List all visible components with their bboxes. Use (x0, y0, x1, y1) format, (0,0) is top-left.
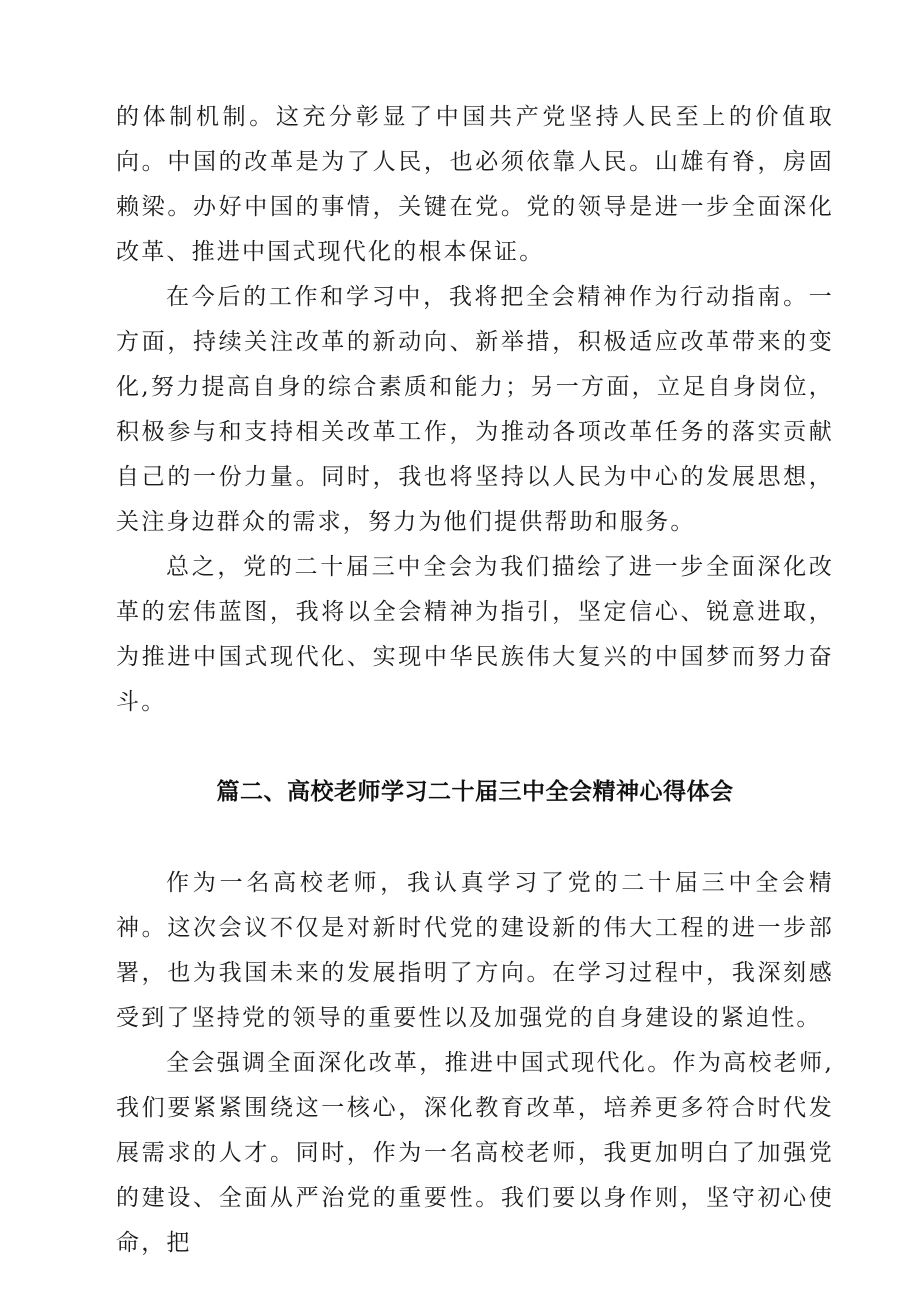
paragraph-teacher-intro: 作为一名高校老师，我认真学习了党的二十届三中全会精神。这次会议不仅是对新时代党的建设新的伟大工程的进一步部署，也为我国未来的发展指明了方向。在学习过程中，我深刻感受到了坚持党的领导的重要性以及加强党的自身建设的紧迫性。 (116, 870, 834, 1031)
paragraph-reform: 全会强调全面深化改革，推进中国式现代化。作为高校老师,我们要紧紧围绕这一核心，深化教育改革，培养更多符合时代发展需求的人才。同时，作为一名高校老师，我更加明白了加强党的建设、全面从严治党的重要性。我们要以身作则，坚守初心使命，把 (116, 1050, 834, 1256)
section-heading: 篇二、高校老师学习二十届三中全会精神心得体会 (216, 779, 734, 805)
paragraph-future-work: 在今后的工作和学习中，我将把全会精神作为行动指南。一方面，持续关注改革的新动向、新举措，积极适应改革带来的变化,努力提高自身的综合素质和能力；另一方面，立足自身岗位，积极参与和支持相关改革工作，为推动各项改革任务的落实贡献自己的一份力量。同时，我也将坚持以人民为中心的发展思想，关注身边群众的需求，努力为他们提供帮助和服务。 (116, 284, 834, 535)
document-body (116, 95, 834, 1266)
paragraph-continuation: 的体制机制。这充分彰显了中国共产党坚持人民至上的价值取向。中国的改革是为了人民，也必须依靠人民。山雄有脊，房固赖梁。办好中国的事情，关键在党。党的领导是进一步全面深化改革、推进中国式现代化的根本保证。 (116, 104, 834, 265)
paragraph-conclusion: 总之，党的二十届三中全会为我们描绘了进一步全面深化改革的宏伟蓝图，我将以全会精神为指引，坚定信心、锐意进取，为推进中国式现代化、实现中华民族伟大复兴的中国梦而努力奋斗。 (116, 554, 834, 715)
